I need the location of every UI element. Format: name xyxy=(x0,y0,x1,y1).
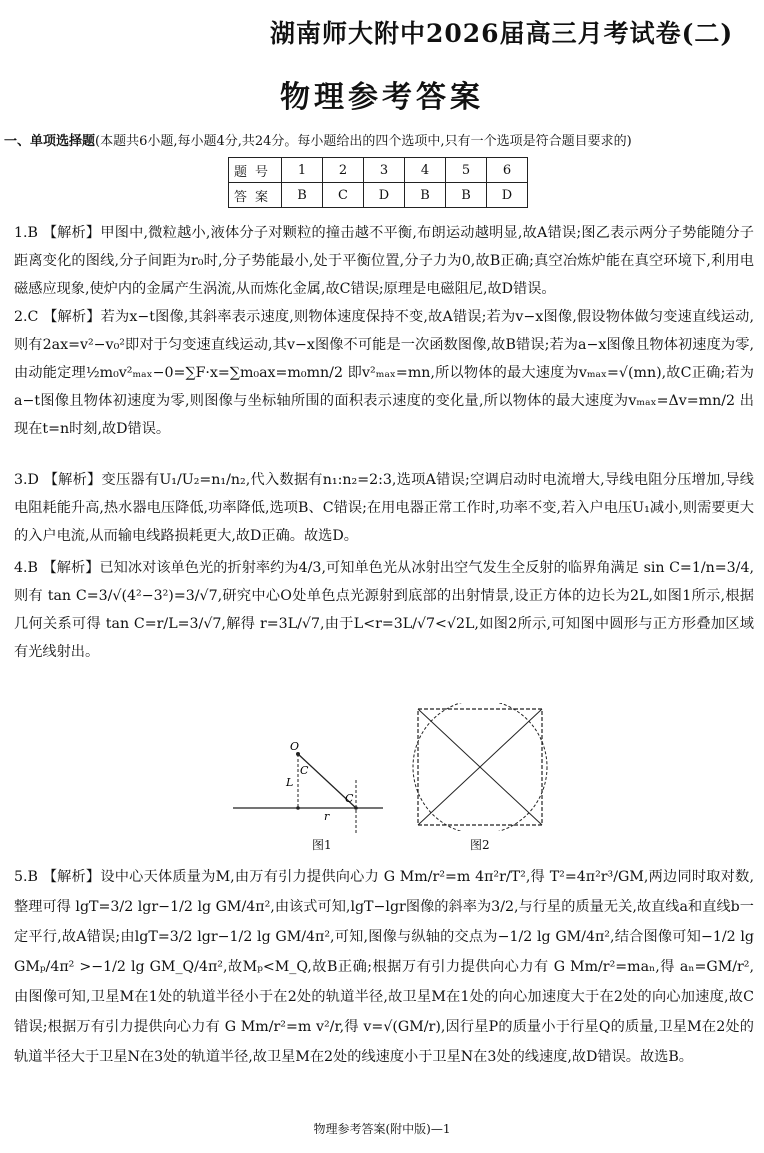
foot-point xyxy=(296,806,300,810)
table-cell: 4 xyxy=(405,158,446,183)
label-o: O xyxy=(290,740,300,753)
figure-1-caption: 图1 xyxy=(312,838,332,852)
answer-table xyxy=(228,157,528,208)
document-title: 物理参考答案 xyxy=(280,80,484,115)
table-header-question-number: 题号 xyxy=(229,158,282,183)
solution-q1: 1.B 【解析】甲图中,微粒越小,液体分子对颗粒的撞击越不平衡,布朗运动越明显,故A错误;图乙表示两分子势能随分子距离变化的图线,分子间距为r₀时,分子势能最小,处于平衡位置,分子力为0,故B正确;真空冶炼炉能在真空环境下,利用电磁感应现象,使炉内的金属产生涡流,从而炼化金属,故C错误;原理是电磁阻尼,故D错误。 xyxy=(14,225,754,297)
label-l: L xyxy=(286,776,294,789)
table-cell: 3 xyxy=(364,158,405,183)
figure-2-diagram xyxy=(410,703,550,831)
solution-q5: 5.B 【解析】设中心天体质量为M,由万有引力提供向心力 G Mm/r²=m 4π²r/T²,得 T²=4π²r³/GM,两边同时取对数,整理可得 lgT=3/2 lgr−1/2 lg GM/4π²,由该式可知,lgT−lgr图像的斜率为3/2,与行星的质量无关,故直线a和直线b一定平行,故A错误;由lgT=3/2 lgr−1/2 lg GM/4π²,可知,图像与纵轴的交点为−1/2 lg GM/4π²,结合图像可知−1/2 lg GMₚ/4π² >−1/2 lg GM_Q/4π²,故Mₚ<M_Q,故B正确;根据万有引力提供向心力有 G Mm/r²=maₙ,得 aₙ=GM/r²,由图像可知,卫星M在1处的轨道半径小于在2处的轨道半径,故卫星M在1处的向心加速度大于在2处的向心加速度,故C错误;根据万有引力提供向心力有 G Mm/r²=m v²/r,得 v=√(GM/r),因行星P的质量小于行星Q的质量,卫星M在2处的轨道半径大于卫星N在3处的轨道半径,故卫星M在2处的线速度小于卫星N在3处的线速度,故D错误。故选B。 xyxy=(14,869,754,1065)
table-cell: 2 xyxy=(323,158,364,183)
table-cell: 6 xyxy=(487,158,528,183)
figure-2-caption: 图2 xyxy=(470,838,490,852)
table-cell: B xyxy=(446,183,487,208)
school-exam-title: 湖南师大附中2026届高三月考试卷(二) xyxy=(270,19,734,48)
table-header-answer: 答案 xyxy=(229,183,282,208)
exit-point xyxy=(354,806,358,810)
answer-table-row-numbers xyxy=(229,158,528,183)
figure-1-diagram xyxy=(228,740,388,835)
page-footer: 物理参考答案(附中版)—1 xyxy=(313,1122,451,1136)
solution-q3: 3.D 【解析】变压器有U₁/U₂=n₁/n₂,代入数据有n₁:n₂=2:3,选项A错误;空调启动时电流增大,导线电阻分压增加,导线电阻耗能升高,热水器电压降低,功率降低,选项B、C错误;在用电器正常工作时,功率不变,若入户电压U₁减小,则需要更大的入户电流,从而输电线路损耗更大,故D正确。故选D。 xyxy=(14,472,754,544)
table-cell: B xyxy=(282,183,323,208)
table-cell: D xyxy=(364,183,405,208)
table-cell: 5 xyxy=(446,158,487,183)
section-heading xyxy=(4,130,632,149)
solution-q4: 4.B 【解析】已知冰对该单色光的折射率约为4/3,可知单色光从冰射出空气发生全反射的临界角满足 sin C=1/n=3/4,则有 tan C=3/√(4²−3²)=3/√7,研究中心O处单色点光源射到底部的出射情景,设正方体的边长为2L,如图1所示,根据几何关系可得 tan C=r/L=3/√7,解得 r=3L/√7,由于L<r=3L/√7<√2L,如图2所示,可知图中圆形与正方形叠加区域有光线射出。 xyxy=(14,560,754,660)
section-label: 一、单项选择题 xyxy=(4,134,96,149)
label-r: r xyxy=(324,810,330,823)
table-cell: C xyxy=(323,183,364,208)
section-note: (本题共6小题,每小题4分,共24分。每小题给出的四个选项中,只有一个选项是符合题目要求的) xyxy=(95,134,632,149)
answer-table-row-answers xyxy=(229,183,528,208)
table-cell: D xyxy=(487,183,528,208)
label-c-bottom: C xyxy=(345,792,354,805)
solution-q2: 2.C 【解析】若为x−t图像,其斜率表示速度,则物体速度保持不变,故A错误;若为v−x图像,假设物体做匀变速直线运动,则有2ax=v²−v₀²即对于匀变速直线运动,其v−x图像不可能是一次函数图像,故B错误;若为a−x图像且物体初速度为零,由动能定理½m₀v²ₘₐₓ−0=∑F·x=∑m₀ax=m₀mn/2 即v²ₘₐₓ=mn,所以物体的最大速度为vₘₐₓ=√(mn),故C正确;若为a−t图像且物体初速度为零,则图像与坐标轴所围的面积表示速度的变化量,所以物体的最大速度为vₘₐₓ=Δv=mn/2 出现在t=n时刻,故D错误。 xyxy=(14,309,754,437)
label-c-top: C xyxy=(300,764,309,777)
table-cell: 1 xyxy=(282,158,323,183)
table-cell: B xyxy=(405,183,446,208)
